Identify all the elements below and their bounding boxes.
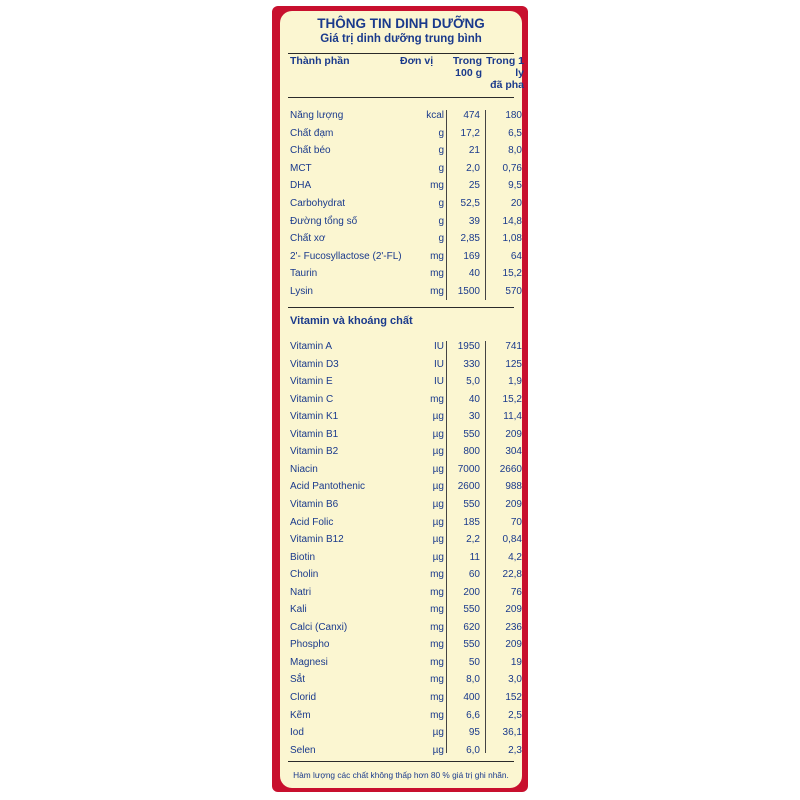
nutrient-name: Magnesi <box>290 656 328 668</box>
value-per-100g: 30 <box>468 411 480 423</box>
nutrient-unit: mg <box>430 621 444 633</box>
value-per-glass: 8,0 <box>508 145 522 157</box>
nutrient-unit: mg <box>430 393 444 405</box>
table-row <box>280 742 522 760</box>
value-per-glass: 304 <box>505 446 522 458</box>
table-row <box>280 671 522 689</box>
table-row <box>280 338 522 356</box>
value-per-glass: 70 <box>510 516 522 528</box>
nutrition-panel-frame <box>272 6 528 792</box>
nutrient-name: Iod <box>290 727 304 739</box>
nutrient-unit: µg <box>432 551 444 563</box>
table-row <box>280 584 522 602</box>
value-per-100g: 2,85 <box>460 233 480 245</box>
table-row <box>280 107 522 125</box>
value-per-glass: 988 <box>505 481 522 493</box>
nutrient-name: Vitamin B6 <box>290 498 339 510</box>
table-row <box>280 213 522 231</box>
table-row <box>280 248 522 266</box>
value-per-100g: 550 <box>463 428 480 440</box>
column-header-perglass <box>484 55 524 91</box>
nutrient-unit: µg <box>432 463 444 475</box>
value-per-glass: 19 <box>510 656 522 668</box>
value-per-100g: 800 <box>463 446 480 458</box>
nutrient-unit: kcal <box>426 110 444 121</box>
value-per-100g: 39 <box>468 215 480 227</box>
nutrient-unit: mg <box>430 286 444 297</box>
nutrient-unit: g <box>438 127 444 139</box>
table-row <box>280 654 522 672</box>
nutrient-name: Chất xơ <box>290 233 326 245</box>
table-row <box>280 177 522 195</box>
table-row <box>280 531 522 549</box>
table-row <box>280 426 522 444</box>
value-per-glass: 2,5 <box>508 709 522 721</box>
nutrient-name: 2'- Fucosyllactose (2'-FL) <box>290 250 402 262</box>
nutrient-unit: g <box>438 233 444 245</box>
nutrient-unit: IU <box>434 358 444 370</box>
column-header-unit: Đơn vị <box>400 55 434 67</box>
nutrient-unit: µg <box>432 516 444 528</box>
nutrient-name: Calci (Canxi) <box>290 621 348 633</box>
value-per-glass: 76 <box>510 586 522 598</box>
value-per-100g: 2,0 <box>466 162 480 174</box>
value-per-100g: 1950 <box>457 341 480 352</box>
value-per-glass: 0,76 <box>502 162 522 174</box>
value-per-100g: 6,6 <box>466 709 480 721</box>
nutrient-unit: µg <box>432 498 444 510</box>
value-per-glass: 0,84 <box>502 534 522 546</box>
value-per-glass: 1,08 <box>502 233 522 245</box>
nutrient-name: Natri <box>290 586 312 598</box>
nutrient-unit: µg <box>432 446 444 458</box>
table-row <box>280 195 522 213</box>
nutrient-unit: g <box>438 145 444 157</box>
value-per-100g: 550 <box>463 604 480 616</box>
section-divider <box>288 307 514 308</box>
value-per-100g: 50 <box>468 656 480 668</box>
nutrient-name: Vitamin B12 <box>290 534 344 546</box>
table-row <box>280 601 522 619</box>
table-row <box>280 461 522 479</box>
value-per-100g: 550 <box>463 498 480 510</box>
footer-divider <box>288 761 514 762</box>
value-per-glass: 125 <box>505 358 522 370</box>
value-per-glass: 4,2 <box>508 551 522 563</box>
table-row <box>280 707 522 725</box>
table-row <box>280 356 522 374</box>
value-per-100g: 6,0 <box>466 744 480 756</box>
value-per-100g: 52,5 <box>460 198 480 209</box>
nutrient-name: Vitamin A <box>290 341 333 352</box>
nutrient-name: Vitamin E <box>290 376 333 388</box>
value-per-glass: 9,5 <box>508 180 522 192</box>
nutrient-name: Vitamin K1 <box>290 411 339 423</box>
value-per-100g: 8,0 <box>466 674 480 686</box>
table-row <box>280 230 522 248</box>
value-per-100g: 200 <box>463 586 480 598</box>
value-per-100g: 2600 <box>457 481 480 493</box>
nutrient-name: Biotin <box>290 551 316 563</box>
value-per-glass: 570 <box>505 286 522 297</box>
value-per-glass: 64 <box>510 250 522 262</box>
value-per-100g: 474 <box>463 110 480 121</box>
table-row <box>280 125 522 143</box>
value-per-glass: 11,4 <box>503 411 522 423</box>
value-per-glass: 209 <box>505 604 522 616</box>
value-per-100g: 7000 <box>457 463 480 475</box>
value-per-100g: 60 <box>468 569 480 581</box>
table-row <box>280 549 522 567</box>
nutrient-unit: g <box>438 198 444 209</box>
value-per-glass: 209 <box>505 428 522 440</box>
column-header-perglass-line1: Trong 1 ly <box>486 55 524 79</box>
footer-note: Hàm lượng các chất không thấp hơn 80 % giá trị ghi nhãn. <box>293 770 509 780</box>
nutrient-unit: mg <box>430 180 444 192</box>
nutrient-unit: mg <box>430 709 444 721</box>
nutrient-unit: g <box>438 215 444 227</box>
nutrient-name: Đường tổng số <box>290 215 358 227</box>
nutrient-name: Acid Folic <box>290 516 334 528</box>
nutrient-unit: mg <box>430 268 444 280</box>
table-row <box>280 496 522 514</box>
table-row <box>280 391 522 409</box>
nutrient-name: Selen <box>290 744 316 756</box>
value-per-100g: 620 <box>463 621 480 633</box>
value-per-100g: 185 <box>463 516 480 528</box>
value-per-glass: 152 <box>505 692 522 703</box>
nutrient-name: Acid Pantothenic <box>290 481 366 493</box>
nutrient-name: Kẽm <box>290 709 311 721</box>
column-header-per100-line1: Trong <box>452 55 482 67</box>
nutrient-unit: g <box>438 162 444 174</box>
column-header-perglass-line2: đã pha <box>490 79 524 91</box>
nutrient-name: Clorid <box>290 692 317 703</box>
nutrient-name: Vitamin B1 <box>290 428 339 440</box>
value-per-glass: 236 <box>505 621 522 633</box>
nutrition-subtitle: Giá trị dinh dưỡng trung bình <box>320 33 482 45</box>
table-row <box>280 724 522 742</box>
nutrient-name: DHA <box>290 180 312 192</box>
header-top-divider <box>288 53 514 54</box>
value-per-glass: 6,5 <box>508 127 522 139</box>
nutrient-unit: mg <box>430 639 444 651</box>
value-per-100g: 169 <box>463 250 480 262</box>
nutrient-name: Taurin <box>290 268 318 280</box>
nutrient-unit: mg <box>430 692 444 703</box>
value-per-100g: 550 <box>463 639 480 651</box>
value-per-100g: 40 <box>468 393 480 405</box>
header-bottom-divider <box>288 97 514 98</box>
value-per-glass: 2,3 <box>508 744 522 756</box>
value-per-100g: 40 <box>468 268 480 280</box>
header <box>280 15 522 46</box>
table-row <box>280 443 522 461</box>
column-header-name: Thành phần <box>290 55 350 67</box>
nutrient-name: Carbohydrat <box>290 198 346 209</box>
value-per-100g: 25 <box>468 180 480 192</box>
nutrient-unit: µg <box>432 744 444 756</box>
nutrient-name: Sắt <box>290 674 306 686</box>
nutrient-unit: mg <box>430 586 444 598</box>
value-per-glass: 209 <box>505 639 522 651</box>
table-row <box>280 514 522 532</box>
value-per-glass: 15,2 <box>502 393 522 405</box>
table-row <box>280 408 522 426</box>
table-row <box>280 283 522 301</box>
nutrient-name: Chất đạm <box>290 127 334 139</box>
table-row <box>280 636 522 654</box>
value-per-glass: 209 <box>505 498 522 510</box>
value-per-100g: 400 <box>463 692 480 703</box>
nutrient-name: Vitamin C <box>290 393 334 405</box>
nutrient-unit: mg <box>430 674 444 686</box>
nutrient-unit: IU <box>434 376 444 388</box>
value-per-100g: 21 <box>468 145 480 157</box>
nutrient-name: Kali <box>290 604 307 616</box>
nutrient-name: Năng lượng <box>290 110 344 121</box>
nutrient-unit: mg <box>430 604 444 616</box>
nutrient-name: MCT <box>290 162 312 174</box>
value-per-glass: 22,8 <box>502 569 522 581</box>
column-header-per100-line2: 100 g <box>455 67 482 79</box>
nutrient-unit: mg <box>430 250 444 262</box>
table-row <box>280 265 522 283</box>
table-row <box>280 373 522 391</box>
nutrient-unit: µg <box>432 411 444 423</box>
value-per-glass: 1,9 <box>508 376 522 388</box>
nutrient-unit: mg <box>430 656 444 668</box>
value-per-glass: 180 <box>505 110 522 121</box>
nutrition-card <box>280 11 522 788</box>
nutrient-unit: µg <box>432 428 444 440</box>
nutrient-unit: µg <box>432 481 444 493</box>
nutrient-name: Vitamin B2 <box>290 446 339 458</box>
value-per-glass: 20 <box>510 198 522 209</box>
value-per-glass: 14,8 <box>502 215 522 227</box>
value-per-glass: 741 <box>505 341 522 352</box>
value-per-100g: 11 <box>469 551 480 563</box>
nutrition-title: THÔNG TIN DINH DƯỠNG <box>317 16 485 31</box>
table-row <box>280 160 522 178</box>
nutrient-name: Niacin <box>290 463 318 475</box>
table-row <box>280 566 522 584</box>
value-per-100g: 2,2 <box>466 534 480 546</box>
nutrient-unit: µg <box>432 534 444 546</box>
nutrient-unit: IU <box>434 341 444 352</box>
value-per-glass: 3,0 <box>508 674 522 686</box>
nutrient-name: Lysin <box>290 286 313 297</box>
table-row <box>280 478 522 496</box>
nutrient-name: Vitamin D3 <box>290 358 339 370</box>
value-per-100g: 17,2 <box>460 127 480 139</box>
table-row <box>280 619 522 637</box>
value-per-glass: 36,1 <box>502 727 522 739</box>
nutrient-unit: µg <box>432 727 444 739</box>
table-row <box>280 689 522 707</box>
value-per-glass: 15,2 <box>502 268 522 280</box>
value-per-100g: 330 <box>463 358 480 370</box>
nutrient-name: Cholin <box>290 569 319 581</box>
nutrient-name: Chất béo <box>290 145 331 157</box>
nutrient-unit: mg <box>430 569 444 581</box>
column-header-per100 <box>446 55 482 79</box>
value-per-100g: 5,0 <box>466 376 480 388</box>
nutrient-name: Phospho <box>290 639 330 651</box>
value-per-100g: 1500 <box>457 286 480 297</box>
table-row <box>280 142 522 160</box>
value-per-100g: 95 <box>468 727 480 739</box>
value-per-glass: 2660 <box>499 463 522 475</box>
vitamin-section-title: Vitamin và khoáng chất <box>290 315 413 327</box>
